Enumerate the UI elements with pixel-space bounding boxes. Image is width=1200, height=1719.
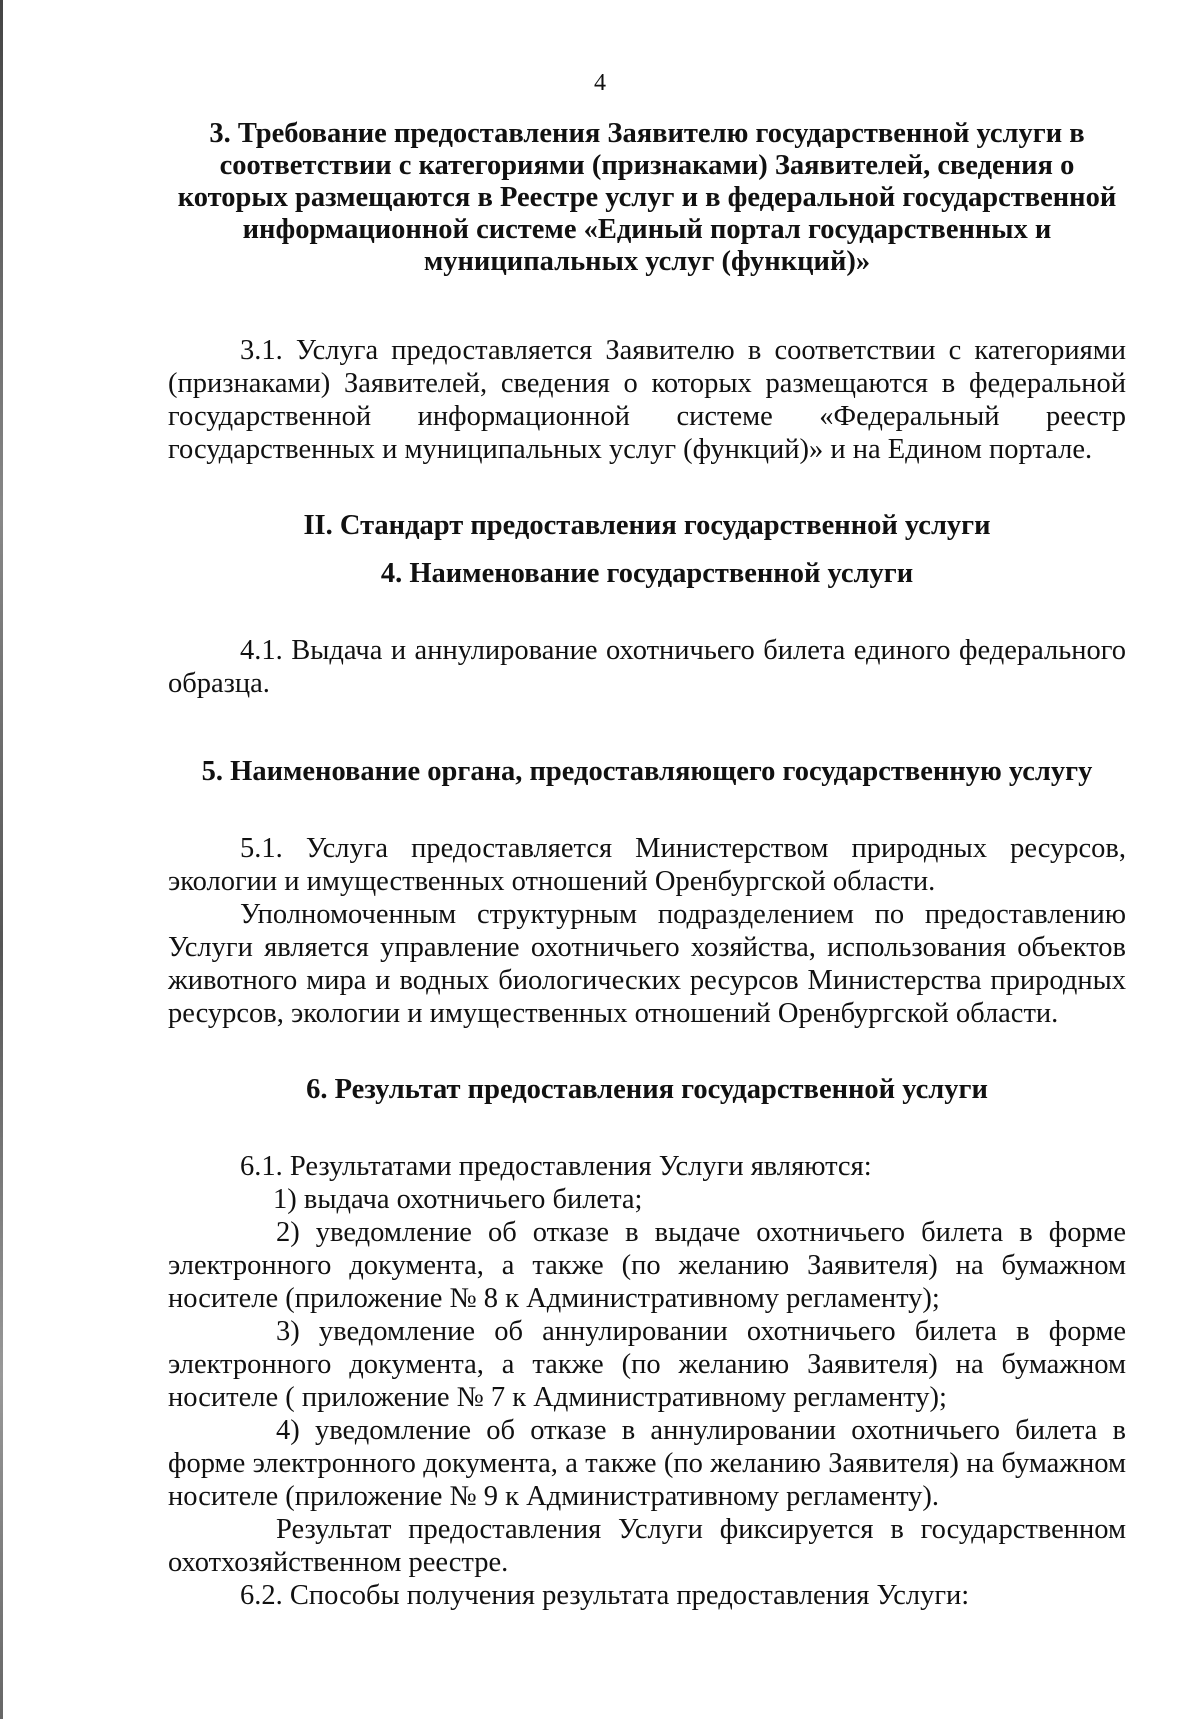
section-3-heading: 3. Требование предоставления Заявителю государственной услуги в соответствии с категориями (признаками) Заявителей, сведения о которых размещаются в Реестре услуг и в федеральной государственной информационной системе «Единый портал государственных и муниципальных услуг (функций)»: [177, 118, 1117, 277]
paragraph-3-1: 3.1. Услуга предоставляется Заявителю в соответствии с категориями (признаками) Заявителей, сведения о которых размещаются в федеральной государственной информационной системе «Федеральный реестр государственных и муниципальных услуг (функций)» и на Едином портале.: [168, 335, 1126, 465]
list-item-2: 2) уведомление об отказе в выдаче охотничьего билета в форме электронного документа, а также (по желанию Заявителя) на бумажном носителе (приложение № 8 к Административному регламенту);: [168, 1217, 1126, 1314]
list-item-1: 1) выдача охотничьего билета;: [273, 1184, 643, 1215]
paragraph-5-2: Уполномоченным структурным подразделением по предоставлению Услуги является управление охотничьего хозяйства, использования объектов животного мира и водных биологических ресурсов Министерства природных ресурсов, экологии и имущественных отношений Оренбургской области.: [168, 899, 1126, 1029]
list-item-3: 3) уведомление об аннулировании охотничьего билета в форме электронного документа, а также (по желанию Заявителя) на бумажном носителе ( приложение № 7 к Административному регламенту);: [168, 1316, 1126, 1413]
paragraph-5-1: 5.1. Услуга предоставляется Министерством природных ресурсов, экологии и имущественных отношений Оренбургской области.: [168, 833, 1126, 897]
page-number: 4: [594, 70, 606, 96]
paragraph-6-1-result: Результат предоставления Услуги фиксируется в государственном охотхозяйственном реестре.: [168, 1514, 1126, 1578]
document-body: [168, 118, 1126, 1612]
section-6-heading: 6. Результат предоставления государственной услуги: [306, 1074, 988, 1105]
scan-edge: [0, 0, 3, 1719]
paragraph-4-1: 4.1. Выдача и аннулирование охотничьего билета единого федерального образца.: [168, 635, 1126, 699]
paragraph-6-1: 6.1. Результатами предоставления Услуги являются:: [240, 1151, 872, 1182]
section-4-heading: 4. Наименование государственной услуги: [380, 558, 914, 589]
part-2-heading: II. Стандарт предоставления государственной услуги: [303, 510, 991, 541]
list-item-4: 4) уведомление об отказе в аннулировании охотничьего билета в форме электронного документа, а также (по желанию Заявителя) на бумажном носителе (приложение № 9 к Административному регламенту).: [168, 1415, 1126, 1512]
paragraph-6-2: 6.2. Способы получения результата предоставления Услуги:: [240, 1580, 970, 1611]
section-5-heading: 5. Наименование органа, предоставляющего государственную услугу: [201, 756, 1093, 787]
